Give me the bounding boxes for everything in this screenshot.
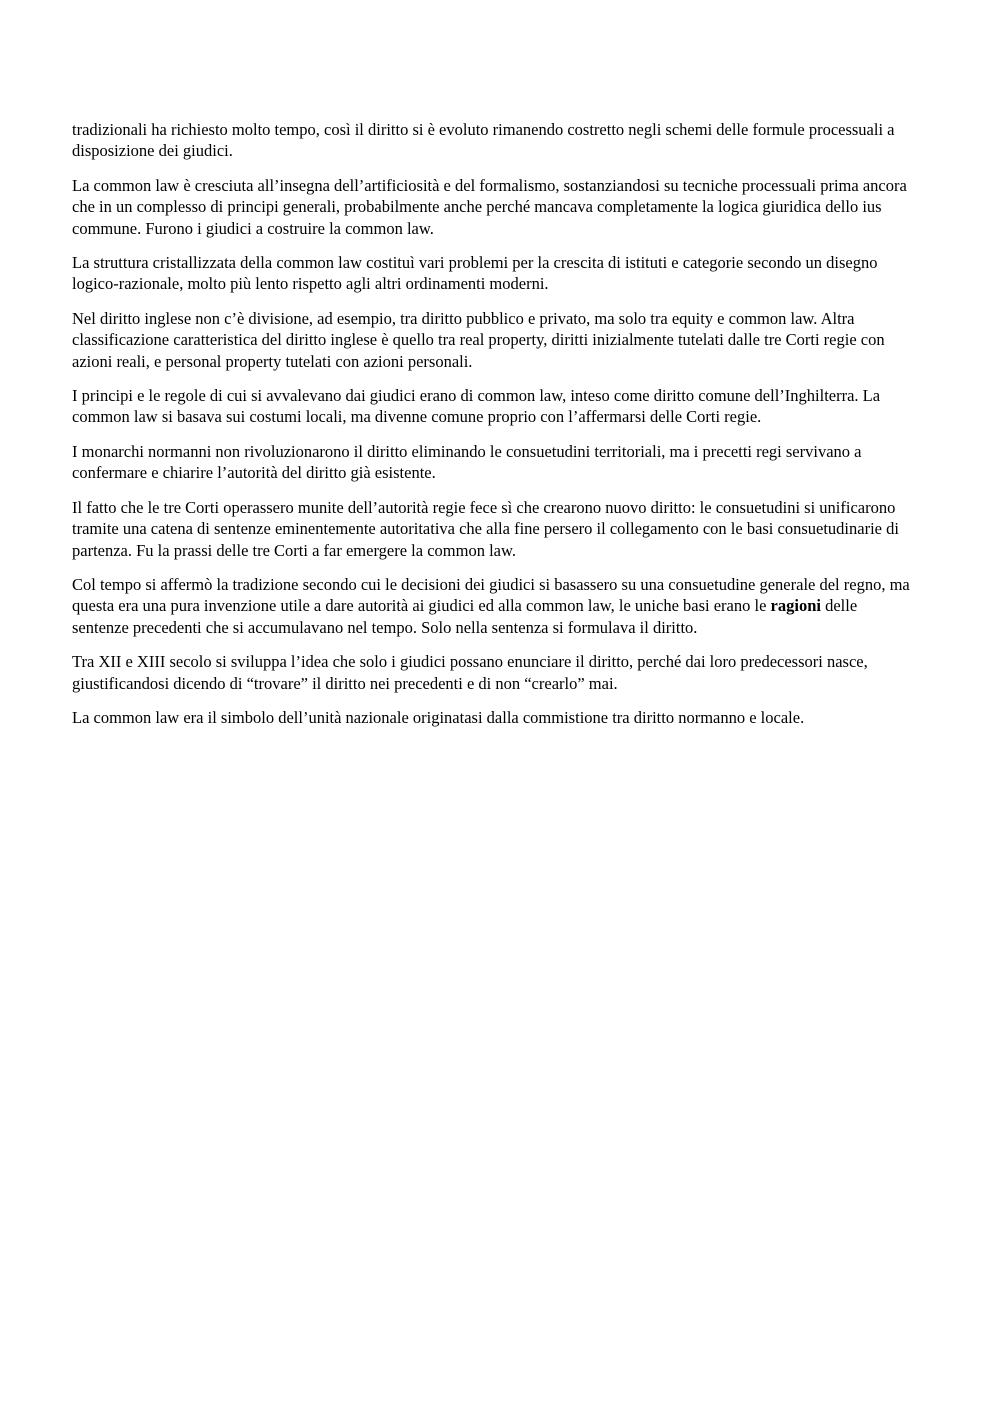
paragraph-text: delle sentenze precedenti che si accumulavano nel tempo. Solo nella sentenza si formulava il diritto. <box>72 596 858 637</box>
paragraph <box>72 574 917 638</box>
paragraph: La struttura cristallizzata della common law costituì vari problemi per la crescita di istituti e categorie secondo un disegno logico-razionale, molto più lento rispetto agli altri ordinamenti moderni. <box>72 253 878 294</box>
bold-term: ragioni <box>770 596 821 616</box>
paragraph: tradizionali ha richiesto molto tempo, così il diritto si è evoluto rimanendo costretto negli schemi delle formule processuali a disposizione dei giudici. <box>72 120 895 161</box>
paragraph: La common law era il simbolo dell’unità nazionale originatasi dalla commistione tra diritto normanno e locale. <box>72 707 805 727</box>
paragraph: La common law è cresciuta all’insegna dell’artificiosità e del formalismo, sostanziandosi su tecniche processuali prima ancora che in un complesso di principi generali, probabilmente anche perché mancava completamente la logica giuridica dello ius commune. Furono i giudici a costruire la common law. <box>72 175 907 238</box>
paragraph: Il fatto che le tre Corti operassero munite dell’autorità regie fece sì che crearono nuovo diritto: le consuetudini si unificarono tramite una catena di sentenze eminentemente autoritativa che alla fine persero il collegamento con le basi consuetudinarie di partenza. Fu la prassi delle tre Corti a far emergere la common law. <box>72 497 899 560</box>
paragraph-text: Col tempo si affermò la tradizione secondo cui le decisioni dei giudici si basassero su una consuetudine generale del regno, ma questa era una pura invenzione utile a dare autorità ai giudici ed alla common law, le uniche basi erano le <box>72 574 910 616</box>
document-body <box>72 119 917 741</box>
paragraph: I principi e le regole di cui si avvalevano dai giudici erano di common law, inteso come diritto comune dell’Inghilterra. La common law si basava sui costumi locali, ma divenne comune proprio con l’affermarsi delle Corti regie. <box>72 386 881 427</box>
paragraph: Nel diritto inglese non c’è divisione, ad esempio, tra diritto pubblico e privato, ma solo tra equity e common law. Altra classificazione caratteristica del diritto inglese è quello tra real property, diritti inizialmente tutelati dalle tre Corti regie con azioni reali, e personal property tutelati con azioni personali. <box>72 308 885 371</box>
paragraph: Tra XII e XIII secolo si sviluppa l’idea che solo i giudici possano enunciare il diritto, perché dai loro predecessori nasce, giustificandosi dicendo di “trovare” il diritto nei precedenti e di non “crearlo” mai. <box>72 652 868 693</box>
paragraph: I monarchi normanni non rivoluzionarono il diritto eliminando le consuetudini territoriali, ma i precetti regi servivano a confermare e chiarire l’autorità del diritto già esistente. <box>72 441 862 483</box>
